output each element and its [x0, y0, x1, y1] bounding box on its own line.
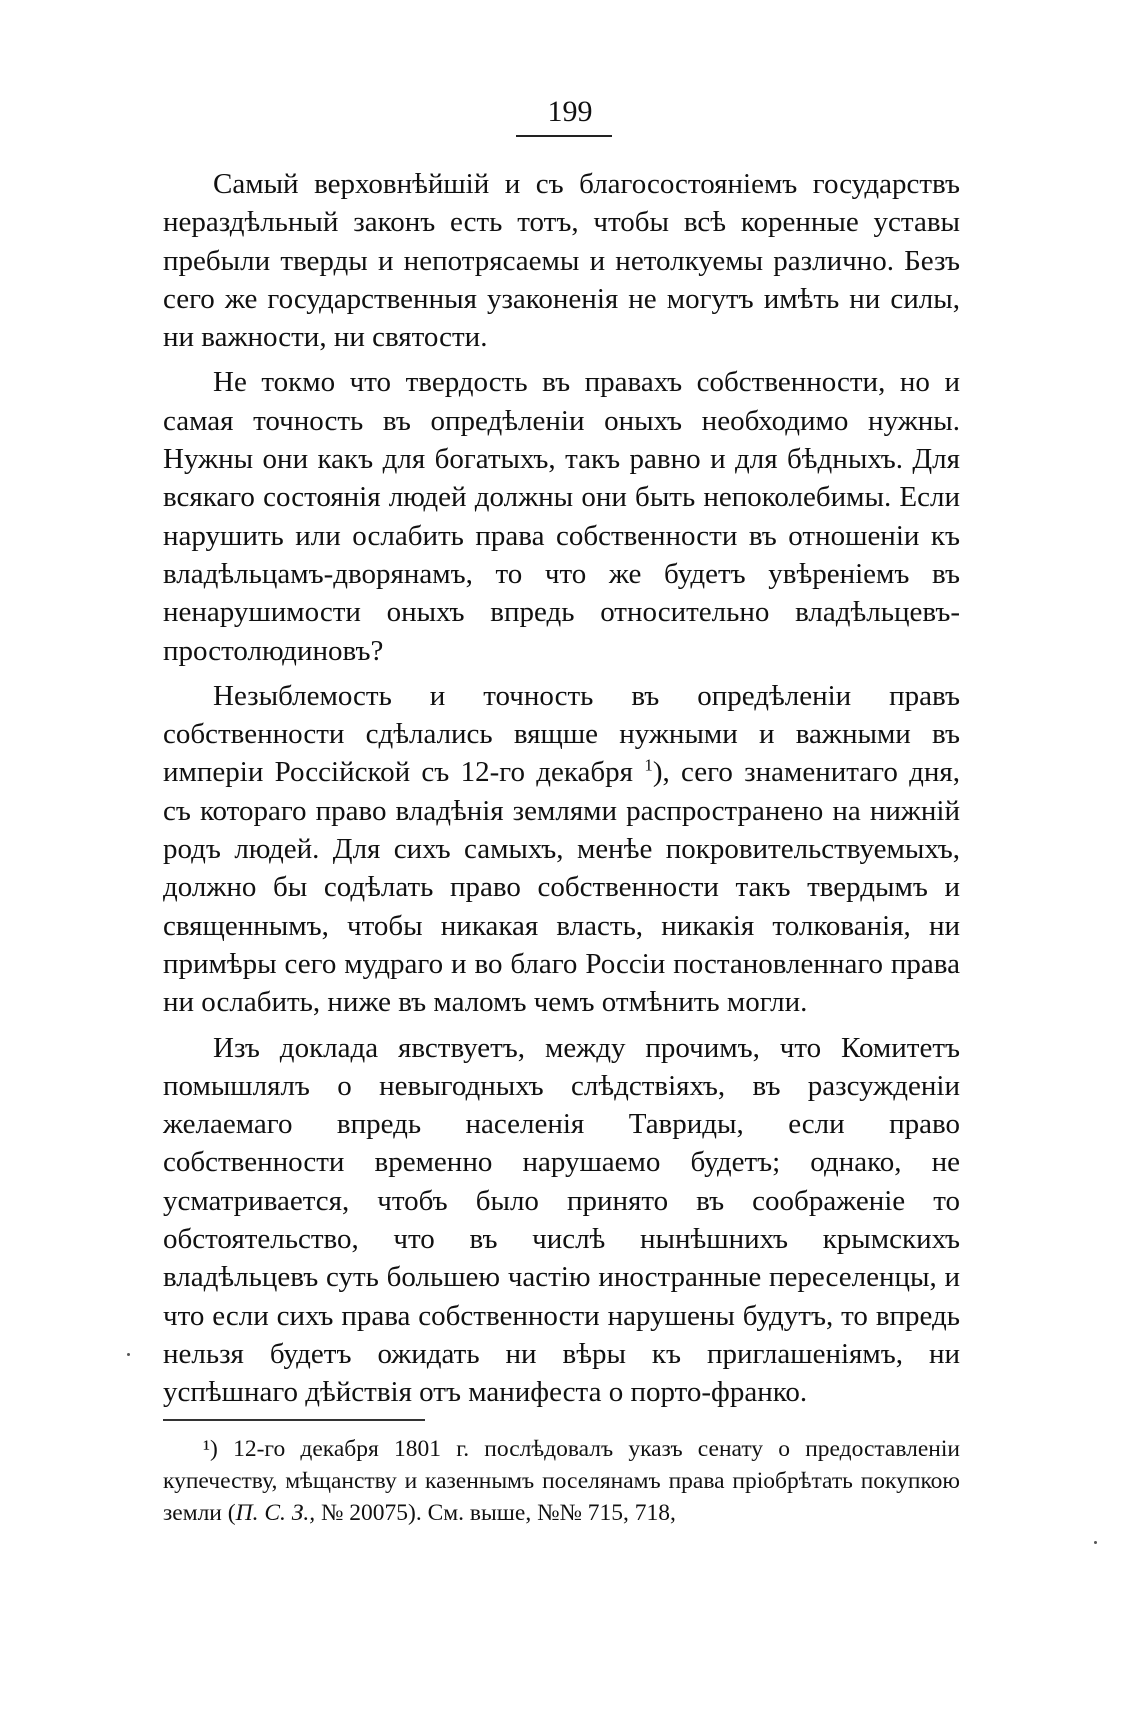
footnote-text-part-1: 12-го декабря 1801 г. послѣдовалъ указъ сенату о предоставленіи купечеству, мѣщанству и казеннымъ поселянамъ права пріобрѣтать покупкою земли (	[163, 1436, 960, 1526]
page-number-rule	[516, 135, 612, 137]
page-number: 199	[547, 95, 593, 128]
footnote-text-part-2: № 20075). См. выше, №№ 715, 718,	[315, 1500, 676, 1526]
paragraph-3	[163, 677, 960, 1022]
paragraph-3-part-1: Незыблемость и точность въ опредѣленіи правъ собственности сдѣлались вящше нужными и важными въ имперіи Россійской съ 12-го декабря	[163, 679, 960, 789]
scan-speck	[127, 1353, 130, 1356]
paragraph-3-part-2: ), сего знаменитаго дня, съ котораго право владѣнія землями распространено на нижній родъ людей. Для сихъ самыхъ, менѣе покровительствуемыхъ, должно бы содѣлать право собственности такъ твердымъ и священнымъ, чтобы никакая власть, никакія толкованія, ни примѣры сего мудраго и во благо Россіи постановленнаго права ни ослабить, ниже въ маломъ чемъ отмѣнить могли.	[163, 756, 960, 1019]
paragraph-4: Изъ доклада явствуетъ, между прочимъ, что Комитетъ помышлялъ о невыгодныхъ слѣдствіяхъ, въ разсужденіи желаемаго впредь населенія Тавриды, если право собственности временно нарушаемо будетъ; однако, не усматривается, чтобъ было принято въ соображеніе то обстоятельство, что въ числѣ нынѣшнихъ крымскихъ владѣльцевъ суть большею частію иностранные переселенцы, и что если сихъ права собственности нарушены будутъ, то впредь нельзя будетъ ожидать ни вѣры къ приглашеніямъ, ни успѣшнаго дѣйствія отъ манифеста о порто-франко.	[163, 1031, 960, 1409]
footnote-marker: ¹)	[203, 1436, 218, 1462]
paragraph-2: Не токмо что твердость въ правахъ собственности, но и самая точность въ опредѣленіи оныхъ необходимо нужны. Нужны они какъ для богатыхъ, такъ равно и для бѣдныхъ. Для всякаго состоянія людей должны они быть непоколебимы. Если нарушить или ослабить права собственности въ отношеніи къ владѣльцамъ-дворянамъ, то что же будетъ увѣреніемъ въ ненарушимости оныхъ впредь относительно владѣльцевъ-простолюдиновъ?	[163, 366, 960, 667]
body-text	[163, 165, 960, 1419]
footnote-reference: 1	[644, 755, 653, 775]
footnote-source: П. С. З.,	[235, 1500, 316, 1526]
footnote-rule	[163, 1419, 425, 1421]
scan-speck	[1094, 1541, 1097, 1544]
paragraph-1: Самый верховнѣйшій и съ благосостояніемъ государствъ нераздѣльный законъ есть тотъ, чтобы всѣ коренные уставы пребыли тверды и непотрясаемы и нетолкуемы различно. Безъ сего же государственныя узаконенія не могутъ имѣть ни силы, ни важности, ни святости.	[163, 168, 960, 354]
footnote	[163, 1433, 960, 1529]
